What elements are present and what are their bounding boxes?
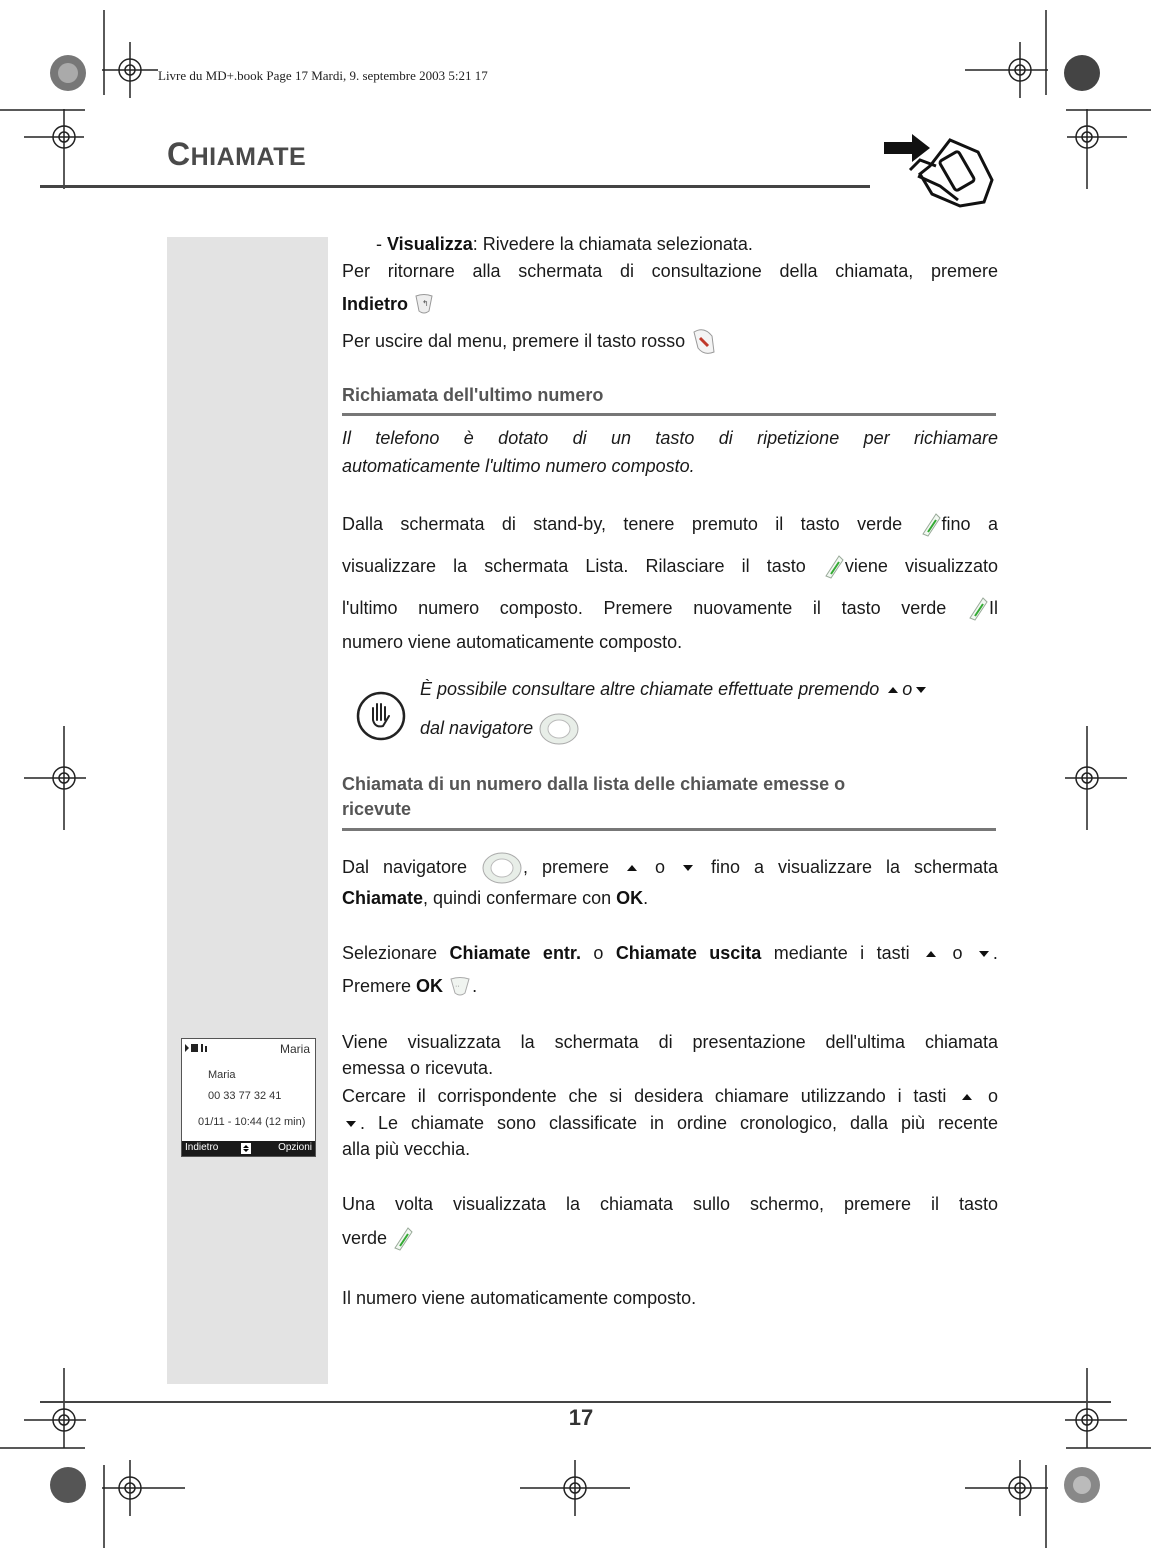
phone-nav-icon (240, 1143, 252, 1154)
list-call-p3-line-4: . Le chiamate sono classificate in ordine cronologico, dalla più recente (342, 1110, 998, 1136)
redial-heading-rule (342, 413, 996, 416)
chapter-title-initial: C (167, 136, 191, 172)
phone-contact-number: 00 33 77 32 41 (208, 1090, 282, 1102)
phone-softkey-right: Opzioni (278, 1142, 312, 1153)
back-instruction: Per ritornare alla schermata di consultazione della chiamata, premere (342, 261, 998, 281)
page-number: 17 (568, 1405, 594, 1430)
print-header: Livre du MD+.book Page 17 Mardi, 9. septembre 2003 5:21 17 (158, 68, 488, 83)
down-arrow-icon (916, 687, 926, 693)
phone-header-name: Maria (279, 1042, 310, 1056)
title-rule (40, 185, 870, 188)
note-line-2: dal navigatore (420, 712, 1000, 746)
list-call-p3-line-5: alla più vecchia. (342, 1139, 471, 1159)
list-call-p3-line-3: Cercare il corrispondente che si desidera chiamare utilizzando i tasti o (342, 1086, 998, 1106)
chapter-calls-icon (880, 130, 1002, 210)
list-call-heading: Chiamata di un numero dalla lista delle chiamate emesse o ricevute (342, 774, 846, 819)
list-call-p3-line-1: Viene visualizzata la schermata di presentazione dell'ultima chiamata (342, 1032, 998, 1052)
phone-screen-illustration (181, 1038, 316, 1157)
down-arrow-icon (683, 865, 693, 871)
redial-intro-line-1: Il telefono è dotato di un tasto di ripetizione per richiamare (342, 428, 998, 448)
redial-line-4: numero viene automaticamente composto. (342, 632, 683, 652)
list-call-p5: Il numero viene automaticamente composto. (342, 1288, 697, 1308)
phone-status-icons (184, 1042, 214, 1054)
redial-line-2: visualizzare la schermata Lista. Rilasciare il tasto viene visualizzato (342, 553, 998, 580)
redial-intro-line-2: automaticamente l'ultimo numero composto. (342, 456, 695, 476)
red-key-icon (690, 326, 718, 358)
list-call-p4-line-2: verde (342, 1225, 998, 1252)
green-key-icon (392, 1226, 414, 1252)
up-arrow-icon (888, 687, 898, 693)
svg-text:··: ·· (455, 983, 460, 991)
phone-softkey-left: Indietro (185, 1142, 219, 1153)
svg-text:↰: ↰ (422, 299, 429, 309)
redial-heading: Richiamata dell'ultimo numero (342, 385, 604, 405)
list-call-heading-rule (342, 828, 996, 831)
phone-softkey-bar (182, 1141, 315, 1156)
green-key-icon (920, 512, 942, 538)
up-arrow-icon (627, 865, 637, 871)
phone-call-datetime: 01/11 - 10:44 (12 min) (198, 1116, 306, 1128)
navigator-icon (481, 851, 523, 885)
left-softkey-icon (413, 293, 435, 317)
hand-note-icon (355, 690, 407, 742)
back-key-line (342, 291, 998, 317)
view-option-label: Visualizza (387, 234, 473, 254)
up-arrow-icon (926, 951, 936, 957)
list-call-p3-line-2: emessa o ricevuta. (342, 1058, 494, 1078)
redial-line-3: l'ultimo numero composto. Premere nuovamente il tasto verde Il (342, 595, 998, 622)
green-key-icon (823, 554, 845, 580)
note-line-1: È possibile consultare altre chiamate effettuate premendo o (420, 676, 1000, 702)
list-call-p2-line-2: Premere OK ·· . (342, 973, 998, 999)
up-arrow-icon (962, 1094, 972, 1100)
green-key-icon (967, 596, 989, 622)
chapter-title-rest: HIAMATE (190, 143, 307, 171)
redial-line-1: Dalla schermata di stand-by, tenere premuto il tasto verde fino a (342, 511, 998, 538)
list-call-p1-line-1: Dal navigatore , premere o fino a visualizzare la schermata (342, 851, 998, 885)
down-arrow-icon (979, 951, 989, 957)
back-key-label: Indietro (342, 294, 408, 314)
navigator-icon (538, 712, 580, 746)
phone-contact-name: Maria (208, 1069, 236, 1081)
footer-rule (40, 1401, 1111, 1403)
list-call-p2-line-1: Selezionare Chiamate entr. o Chiamate uscita mediante i tasti o . (342, 943, 998, 963)
view-option-line: - Visualizza: Rivedere la chiamata selezionata. (376, 234, 753, 254)
list-call-p1-line-2: Chiamate, quindi confermare con OK. (342, 888, 649, 908)
ok-key-icon (448, 976, 472, 998)
exit-line: Per uscire dal menu, premere il tasto rosso (342, 326, 998, 358)
down-arrow-icon (346, 1121, 356, 1127)
list-call-p4-line-1: Una volta visualizzata la chiamata sullo schermo, premere il tasto (342, 1194, 998, 1214)
chapter-title (167, 136, 306, 173)
margin-sidebar (167, 237, 328, 1384)
